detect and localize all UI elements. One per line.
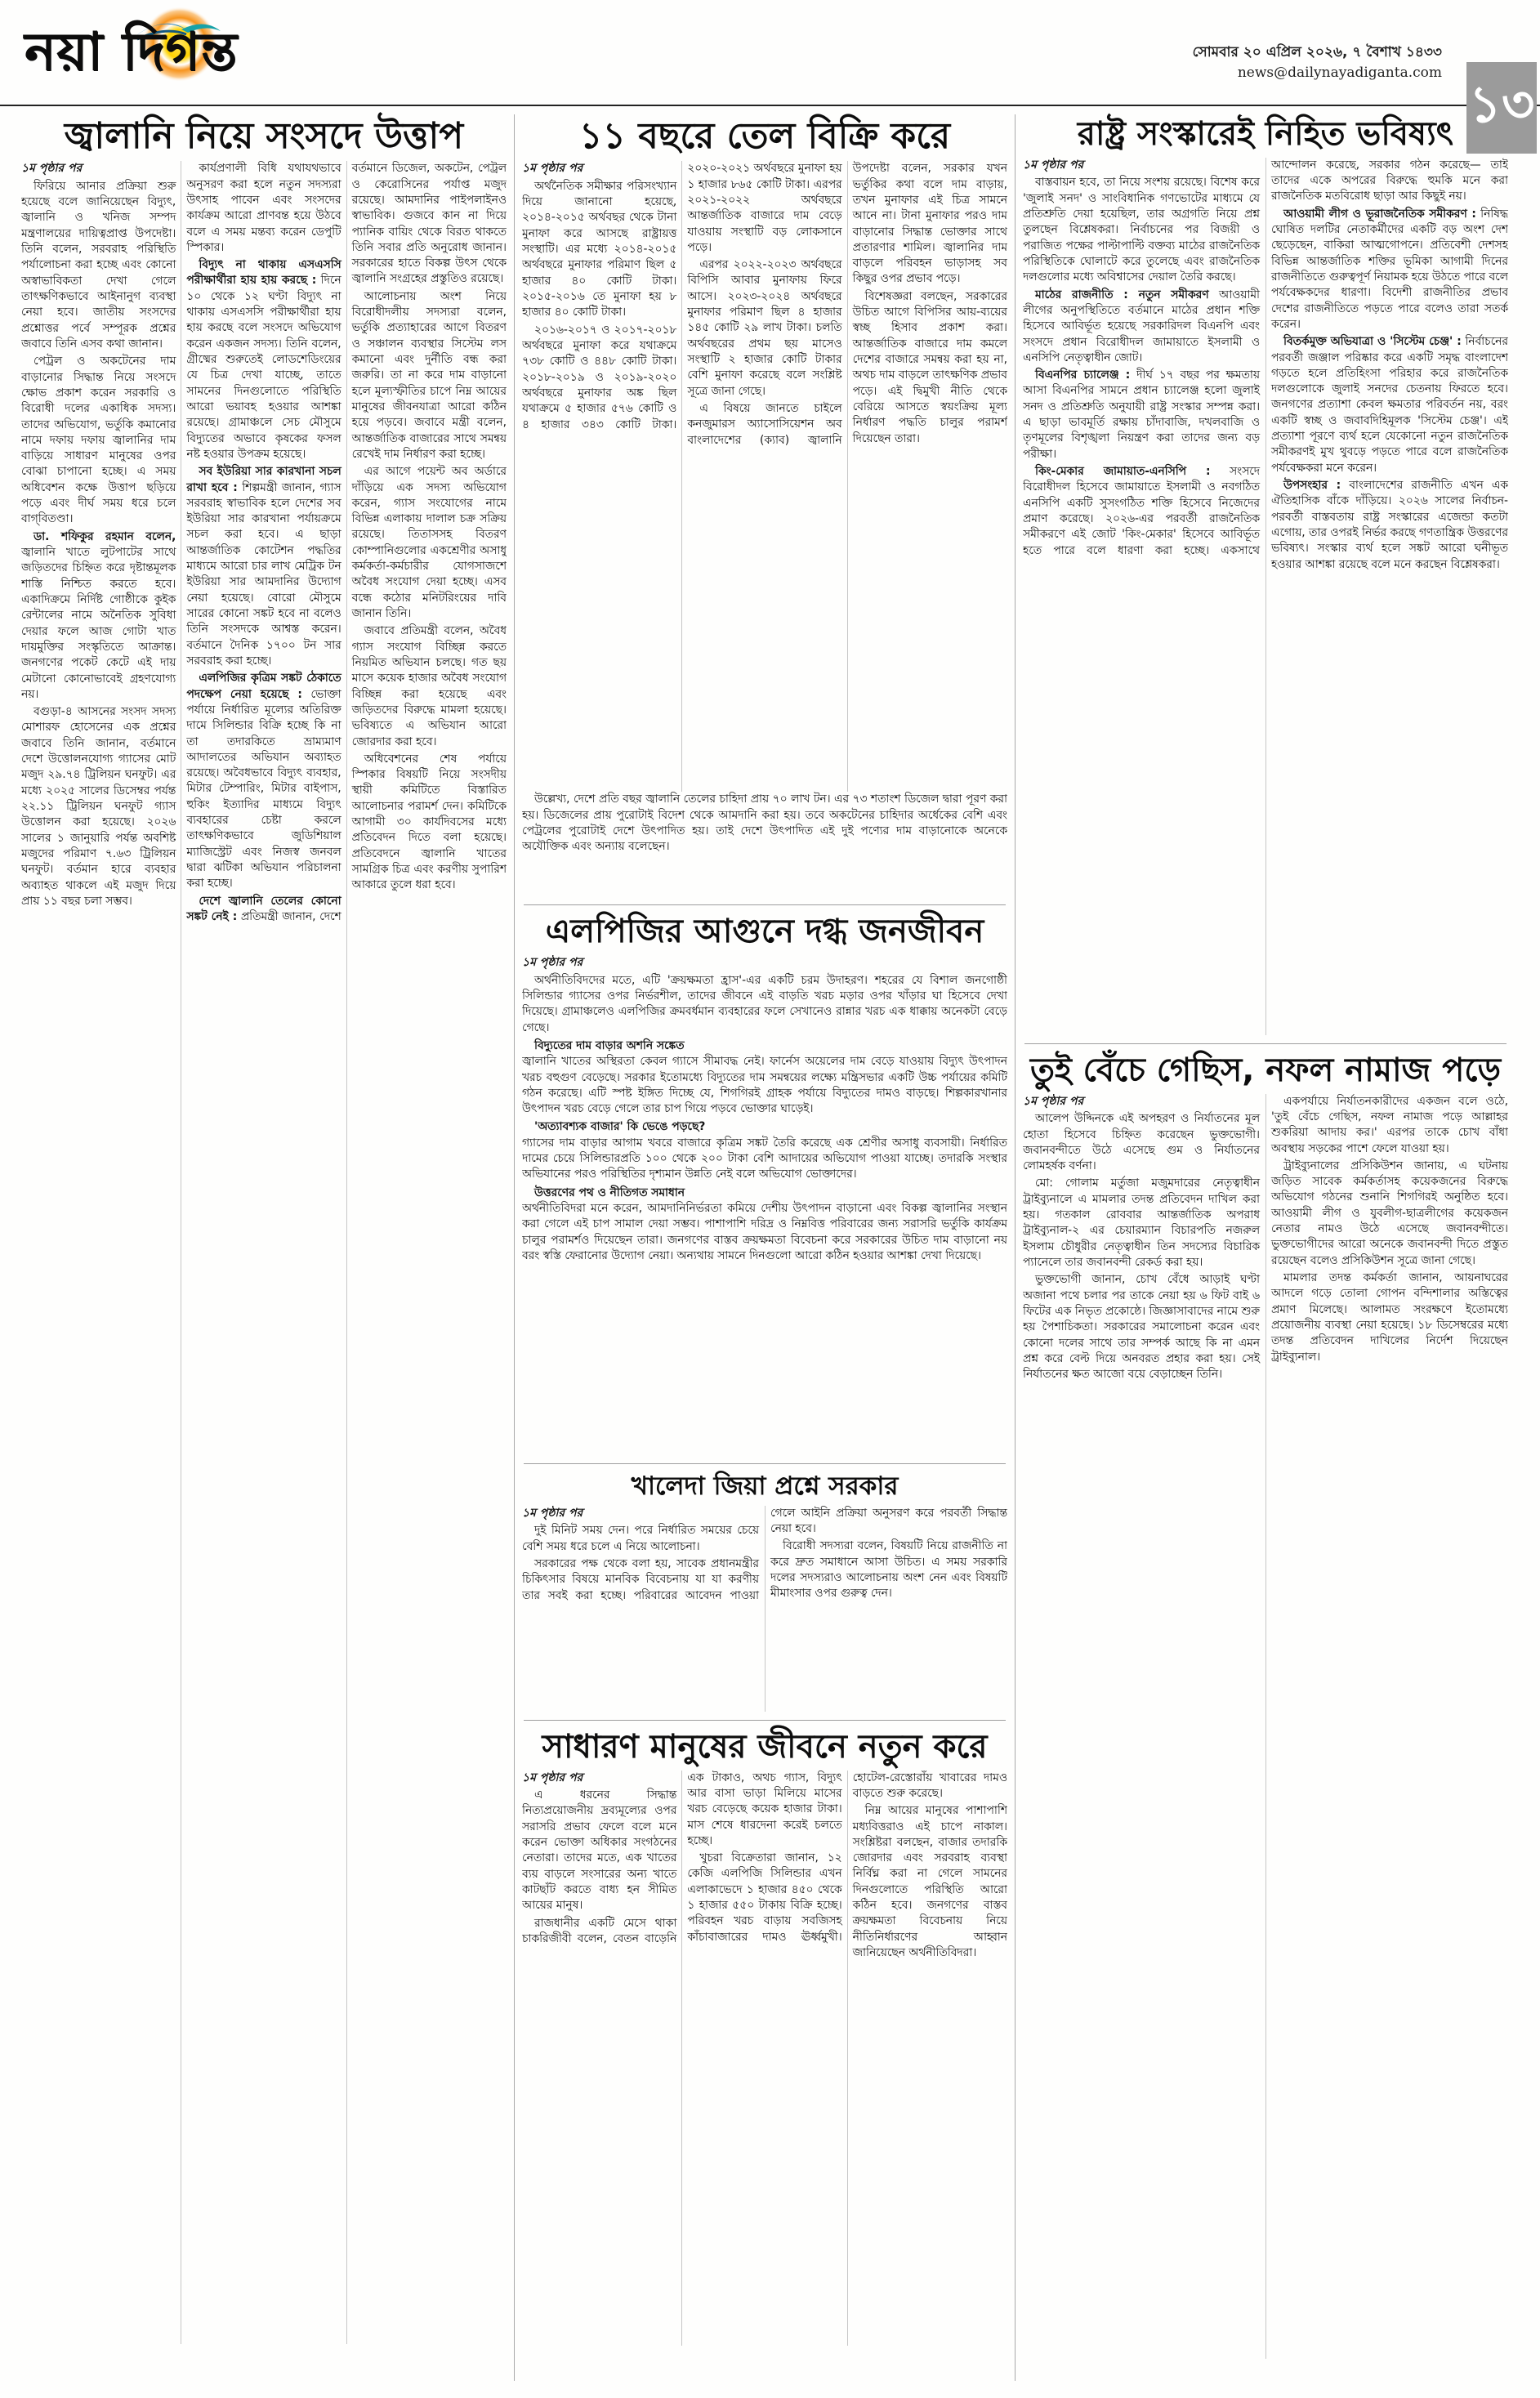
paragraph: খুচরা বিক্রেতারা জানান, ১২ কেজি এলপিজি সিলিন্ডার এখন এলাকাভেদে ১ হাজার ৪৫০ থেকে ১ হাজার ৫৫০ টাকায় বিক্রি হচ্ছে। পরিবহন খরচ বাড়ায় সবজিসহ কাঁচাবাজারের দামও ঊর্ধ্বমুখী। হোটেল-রেস্তোরাঁয় খাবারের দামও বাড়তে শুরু করেছে।	[687, 1771, 1007, 1944]
paragraph: নিম্ন আয়ের মানুষের পাশাপাশি মধ্যবিত্তরাও এই চাপে নাকাল। সংশ্লিষ্টরা বলছেন, বাজার তদারকি জোরদার এবং সরবরাহ ব্যবস্থা নির্বিঘ্ন করা না গেলে সামনের দিনগুলোতে পরিস্থিতি আরো কঠিন হবে। জনগণের বাস্তব ক্রয়ক্ষমতা বিবেচনায় নিয়ে নীতিনির্ধারণের আহ্বান জানিয়েছেন অর্থনীতিবিদরা।	[852, 1804, 1007, 1960]
logo-text: নয়া দিগন্ত	[25, 22, 238, 83]
paragraph-text: প্রতিমন্ত্রী জানান, দেশে বর্তমানে ডিজেল, অকটেন, পেট্রল ও কেরোসিনের পর্যাপ্ত মজুদ রয়েছে। আমদানির পাইপলাইনও স্বাভাবিক। গুজবে কান না দিয়ে প্যানিক বায়িং থেকে বিরত থাকতে তিনি সবার প্রতি অনুরোধ জানান। সরকারের হাতে বিকল্প উৎস থেকে জ্বালানি সংগ্রহের প্রস্তুতিও রয়েছে।	[237, 162, 507, 923]
article-tail	[522, 792, 1007, 896]
paragraph: অর্থনৈতিক সমীক্ষার পরিসংখ্যান দিয়ে জানানো হয়েছে, ২০১৪-২০১৫ অর্থবছর থেকে টানা মুনাফা করে আসছে রাষ্ট্রায়ত্ত সংস্থাটি। এর মধ্যে ২০১৪-২০১৫ অর্থবছরে মুনাফার পরিমাণ ছিল ৫ হাজার ৪০ কোটি টাকা। ২০১৫-২০১৬ তে মুনাফা হয় ৮ হাজার ৪০ কোটি টাকা।	[522, 179, 677, 319]
paragraph: আলোচনায় অংশ নিয়ে বিরোধীদলীয় সদস্যরা বলেন, ভর্তুকি প্রত্যাহারের আগে বিতরণ ও সঞ্চালন ব্যবস্থার সিস্টেম লস কমানো এবং দুর্নীতি বন্ধ করা জরুরি। তা না করে দাম বাড়ানো হলে মূল্যস্ফীতির চাপে নিম্ন আয়ের মানুষের জীবনযাত্রা আরো কঠিন হয়ে পড়বে। জবাবে মন্ত্রী বলেন, আন্তর্জাতিক বাজারের সাথে সমন্বয় রেখেই দাম নির্ধারণ করা হচ্ছে।	[351, 289, 507, 461]
article-fuel-parliament	[21, 116, 507, 2344]
paragraph-text: ভোক্তা পর্যায়ে নির্ধারিত মূল্যের অতিরিক্ত দামে সিলিন্ডার বিক্রি হচ্ছে কি না তা তদারকিতে ভ্রাম্যমাণ আদালতের অভিযান অব্যাহত রয়েছে। অবৈধভাবে বিদ্যুৎ ব্যবহার, মিটার টেম্পারিং, মিটার বাইপাস, হুকিং ইত্যাদির মাধ্যমে বিদ্যুৎ ব্যবহারের চেষ্টা করলে তাৎক্ষণিকভাবে জুডিশিয়াল ম্যাজিস্ট্রেট এবং নিজস্ব জনবল দ্বারা ঝটিকা অভিযান পরিচালনা করা হচ্ছে।	[186, 687, 341, 891]
page-number: ১৩	[1468, 74, 1535, 134]
paragraph	[1271, 207, 1508, 333]
subhead-lead: দেশে জ্বালানি তেলের কোনো সঙ্কট নেই :	[186, 894, 341, 923]
article-headline[interactable]: তুই বেঁচে গেছিস, নফল নামাজ পড়ে	[1029, 1051, 1502, 1089]
paragraph: আলেপ উদ্দিনকে এই অপহরণ ও নির্যাতনের মূল হোতা হিসেবে চিহ্নিত করেছেন ভুক্তভোগী। জবানবন্দীতে উঠে এসেছে গুম ও নির্যাতনের লোমহর্ষক বর্ণনা।	[1023, 1112, 1260, 1173]
paragraph: জবাবে প্রতিমন্ত্রী বলেন, অবৈধ গ্যাস সংযোগ বিচ্ছিন্ন করতে নিয়মিত অভিযান চলছে। গত ছয় মাসে কয়েক হাজার অবৈধ সংযোগ বিচ্ছিন্ন করা হয়েছে এবং জড়িতদের বিরুদ্ধে মামলা হয়েছে। ভবিষ্যতে এ অভিযান আরো জোরদার করা হবে।	[351, 624, 507, 748]
paragraph-text: নিষিদ্ধ ঘোষিত দলটির নেতাকর্মীদের একটি বড় অংশ দেশ ছেড়েছেন, বাকিরা আত্মগোপনে। প্রতিবেশী দেশসহ বিভিন্ন আন্তর্জাতিক শক্তির ভূমিকা আগামী দিনের রাজনীতিতে গুরুত্বপূর্ণ নিয়ামক হয়ে উঠতে পারে বলে পর্যবেক্ষকদের ধারণা। বিদেশী রাজনীতির প্রভাব দেশের রাজনীতিতে পড়তে পারে বলেও তারা সতর্ক করেন।	[1271, 207, 1508, 331]
paragraph: এরপর ২০২২-২০২৩ অর্থবছরে বিপিসি আবার মুনাফায় ফিরে আসে। ২০২৩-২০২৪ অর্থবছরে মুনাফার পরিমাণ ছিল ৪ হাজার ১৪৫ কোটি ২৯ লাখ টাকা। চলতি অর্থবছরের প্রথম ছয় মাসেও সংস্থাটি ২ হাজার কোটি টাকার বেশি মুনাফা করেছে বলে সংশ্লিষ্ট সূত্রে জানা গেছে।	[687, 258, 842, 398]
subhead-lead: বিতর্কমুক্ত অভিযাত্রা ও 'সিস্টেম চেঞ্জ' :	[1283, 335, 1462, 349]
subhead-lead: বিদ্যুৎ না থাকায় এসএসসি পরীক্ষার্থীরা হায় হায় করছে :	[186, 258, 341, 288]
continued-from-page1: ১ম পৃষ্ঠার পর	[21, 162, 83, 176]
article-body	[522, 1771, 1007, 2346]
section-middle	[522, 109, 1007, 2381]
subhead-lead: কিং-মেকার জামায়াত-এনসিপি :	[1035, 465, 1211, 479]
article-headline[interactable]: ১১ বছরে তেল বিক্রি করে	[578, 115, 951, 157]
column-divider	[1015, 114, 1016, 2381]
continued-from-page1: ১ম পৃষ্ঠার পর	[522, 162, 583, 176]
paragraph	[186, 464, 341, 669]
article-body	[21, 161, 507, 2344]
paragraph: এর আগে পয়েন্ট অব অর্ডারে দাঁড়িয়ে এক সদস্য অভিযোগ করেন, গ্যাস সংযোগের নামে বিভিন্ন এলাকায় দালাল চক্র সক্রিয় রয়েছে। তিতাসসহ বিতরণ কোম্পানিগুলোর একশ্রেণীর অসাধু কর্মকর্তা-কর্মচারীর যোগসাজশে অবৈধ সংযোগ দেয়া হচ্ছে। এসব বন্ধে কঠোর মনিটরিংয়ের দাবি জানান তিনি।	[351, 465, 507, 621]
article-body	[522, 955, 1007, 1455]
paragraph-text: জ্বালানি খাতে লুটপাটের সাথে জড়িতদের চিহ্নিত করে দৃষ্টান্তমূলক শাস্তি নিশ্চিত করতে হবে। একাদিক্রমে নির্দিষ্ট গোষ্ঠীকে কুইক রেন্টালের নামে অনৈতিক সুবিধা দেয়ার ফলে আজ গোটা খাত দায়মুক্তির সংস্কৃতিতে আক্রান্ত। জনগণের পকেট কেটে এই দায় মেটানো কোনোভাবেই গ্রহণযোগ্য নয়।	[21, 546, 176, 701]
article-tribunal-testimony	[1023, 1052, 1508, 2359]
paragraph: দুই মিনিট সময় দেন। পরে নির্ধারিত সময়ের চেয়ে বেশি সময় ধরে চলে এ নিয়ে আলোচনা।	[522, 1524, 759, 1553]
article-lpg-prices	[522, 913, 1007, 1455]
masthead	[0, 0, 1540, 106]
paragraph: ট্রাইব্যুনালের প্রসিকিউশন জানায়, এ ঘটনায় জড়িত সাবেক কর্মকর্তাসহ কয়েকজনের বিরুদ্ধে অভিযোগ গঠনের শুনানি শিগগিরই অনুষ্ঠিত হবে। আওয়ামী লীগ ও যুবলীগ-ছাত্রলীগের কয়েকজন নেতার নামও উঠে এসেছে জবানবন্দীতে। ভুক্তভোগীদের আরো অনেকে জবানবন্দী দিতে প্রস্তুত রয়েছেন বলেও প্রসিকিউশন সূত্রে জানা গেছে।	[1271, 1159, 1508, 1267]
section-left	[21, 109, 507, 2381]
subhead: বিদ্যুতের দাম বাড়ার অশনি সঙ্কেত	[534, 1038, 685, 1052]
paragraph-text: শিল্পমন্ত্রী জানান, গ্যাস সরবরাহ স্বাভাবিক হলে দেশের সব ইউরিয়া সার কারখানা পর্যায়ক্রমে সচল করা হবে। এ ছাড়া আন্তর্জাতিক কোটেশন পদ্ধতির মাধ্যমে আরো চার লাখ মেট্রিক টন ইউরিয়া সার আমদানির উদ্যোগ নেয়া হয়েছে। বোরো মৌসুমে সারের কোনো সঙ্কট হবে না বলেও তিনি সংসদকে আশ্বস্ত করেন। বর্তমানে দৈনিক ১৭০০ টন সার সরবরাহ করা হচ্ছে।	[186, 480, 341, 668]
subhead-lead: বিএনপির চ্যালেঞ্জ :	[1035, 368, 1131, 382]
article-divider	[524, 1720, 1006, 1721]
article-divider	[1024, 1043, 1507, 1044]
paragraph-text: সংসদে বিরোধীদল হিসেবে জামায়াতে ইসলামী ও নবগঠিত এনসিপি একটি সুসংগঠিত শক্তি হিসেবে নিজেদের প্রমাণ করেছে। ২০২৬-এর পরবর্তী রাজনৈতিক সমীকরণে এই জোট 'কিং-মেকার' হিসেবে আবির্ভূত হতে পারে বলে ধারণা করা হচ্ছে। একসাথে আন্দোলন করেছে, সরকার গঠন করেছে— তাই তাদের একে অপরের বিরুদ্ধে হুমকি মনে করা রাজনৈতিক মতবিরোধ ছাড়া আর কিছুই নয়।	[1023, 158, 1508, 557]
contact-email[interactable]: news@dailynayadiganta.com	[1237, 64, 1442, 81]
continued-from-page1: ১ম পৃষ্ঠার পর	[1023, 158, 1084, 172]
date-line: সোমবার ২০ এপ্রিল ২০২৬, ৭ বৈশাখ ১৪৩৩	[1192, 44, 1442, 60]
paragraph: অর্থনীতিবিদদের মতে, এটি 'ক্রয়ক্ষমতা হ্রাস'-এর একটি চরম উদাহরণ। শহরের যে বিশাল জনগোষ্ঠী সিলিন্ডার গ্যাসের ওপর নির্ভরশীল, তাদের জীবনে এই বাড়তি খরচ মড়ার ওপর খাঁড়ার ঘা হিসেবে দেখা দিয়েছে। গ্রামাঞ্চলেও এলপিজির ক্রমবর্ধমান ব্যবহারের ফলে সেখানেও রান্নার খরচ এক ধাক্কায় অনেকটা বেড়ে গেছে।	[522, 973, 1007, 1034]
paragraph-text: বাংলাদেশের রাজনীতি এখন এক ঐতিহাসিক বাঁকে দাঁড়িয়ে। ২০২৬ সালের নির্বাচন-পরবর্তী বাস্তবতায় রাষ্ট্র সংস্কারের এজেন্ডা কতটা এগোয়, তার ওপরই নির্ভর করছে গণতান্ত্রিক উত্তরণের ভবিষ্যৎ। সংস্কার ব্যর্থ হলে সঙ্কট আরো ঘনীভূত হওয়ার আশঙ্কা রয়েছে বলে মনে করছেন বিশ্লেষকরা।	[1271, 479, 1508, 571]
article-oil-profit	[522, 116, 1007, 896]
paragraph: এ ধরনের সিদ্ধান্ত নিত্যপ্রয়োজনীয় দ্রব্যমূল্যের ওপর সরাসরি প্রভাব ফেলে বলে মনে করেন ভোক্তা অধিকার সংগঠনের নেতারা। তাদের মতে, এক খাতের ব্যয় বাড়লে সংসারের অন্য খাতে কাটছাঁট করতে বাধ্য হন সীমিত আয়ের মানুষ।	[522, 1788, 677, 1913]
continued-from-page1: ১ম পৃষ্ঠার পর	[522, 956, 583, 970]
paragraph: মো: গোলাম মর্তুজা মজুমদারের নেতৃত্বাধীন ট্রাইব্যুনালে এ মামলার তদন্ত প্রতিবেদন দাখিল করা হয়। গতকাল রোববার আন্তর্জাতিক অপরাধ ট্রাইব্যুনাল-২ এর চেয়ারম্যান বিচারপতি নজরুল ইসলাম চৌধুরীর নেতৃত্বাধীন তিন সদস্যের বিচারিক প্যানেলে তার জবানবন্দী রেকর্ড করা হয়।	[1023, 1177, 1260, 1269]
paragraph	[1271, 478, 1508, 573]
paragraph: বিশেষজ্ঞরা বলছেন, সরকারের উচিত আগে বিপিসির আয়-ব্যয়ের স্বচ্ছ হিসাব প্রকাশ করা। আন্তর্জাতিক বাজারে দাম কমলে দেশের বাজারে সমন্বয় করা হয় না, অথচ দাম বাড়লে তাৎক্ষণিক প্রভাব পড়ে। এই দ্বিমুখী নীতি থেকে বেরিয়ে আসতে স্বয়ংক্রিয় মূল্য নির্ধারণ পদ্ধতি চালুর পরামর্শ দিয়েছেন তারা।	[852, 289, 1007, 445]
date-block	[1193, 42, 1442, 83]
paragraph: উল্লেখ্য, দেশে প্রতি বছর জ্বালানি তেলের চাহিদা প্রায় ৭০ লাখ টন। এর ৭৩ শতাংশ ডিজেল দ্বারা পূরণ করা হয়। ডিজেলের প্রায় পুরোটাই বিদেশ থেকে আমদানি করা হয়। তবে অকটেনের চাহিদার অর্ধেকের বেশি এবং পেট্রলের পুরোটাই দেশে উৎপাদিত হয়। তাই দেশে উৎপাদিত এই দুই পণ্যের দাম বাড়ানোকে অনেকে অযৌক্তিক এবং অন্যায় বলেছেন।	[522, 793, 1007, 854]
subhead-lead: মাঠের রাজনীতি : নতুন সমীকরণ	[1035, 288, 1209, 301]
subhead-lead: আওয়ামী লীগ ও ভূরাজনৈতিক সমীকরণ :	[1283, 207, 1476, 221]
paragraph: ফিরিয়ে আনার প্রক্রিয়া শুরু হয়েছে বলে জানিয়েছেন বিদ্যুৎ, জ্বালানি ও খনিজ সম্পদ মন্ত্রণালয়ের দায়িত্বপ্রাপ্ত উপদেষ্টা। তিনি বলেন, সরবরাহ পরিস্থিতি পর্যালোচনা করা হচ্ছে এবং কোনো অস্বাভাবিকতা দেখা গেলে তাৎক্ষণিকভাবে আইনানুগ ব্যবস্থা নেয়া হবে। জাতীয় সংসদের প্রশ্নোত্তর পর্বে সম্পূরক প্রশ্নের জবাবে তিনি এসব কথা জানান।	[21, 179, 176, 351]
paragraph	[1023, 368, 1260, 462]
continued-from-page1: ১ম পৃষ্ঠার পর	[522, 1506, 583, 1520]
paragraph: পেট্রল ও অকটেনের দাম বাড়ানোর সিদ্ধান্ত নিয়ে সংসদে ক্ষোভ প্রকাশ করেন সরকারি ও বিরোধী দলের একাধিক সদস্য। তাদের অভিযোগ, ভর্তুকি কমানোর নামে দফায় দফায় জ্বালানির দাম বাড়িয়ে সাধারণ মানুষের ওপর বোঝা চাপানো হচ্ছে। এ সময় অধিবেশন কক্ষে উত্তাপ ছড়িয়ে পড়ে এবং দীর্ঘ সময় ধরে চলে বাগ্‌বিতণ্ডা।	[21, 355, 176, 526]
paragraph: রাজধানীর একটি মেসে থাকা চাকরিজীবী বলেন, বেতন বাড়েনি এক টাকাও, অথচ গ্যাস, বিদ্যুৎ আর বাসা ভাড়া মিলিয়ে মাসের খরচ বেড়েছে কয়েক হাজার টাকা। মাস শেষে ধারদেনা করেই চলতে হচ্ছে।	[522, 1771, 842, 1945]
paragraph	[522, 1119, 1007, 1182]
paragraph	[522, 1038, 1007, 1118]
section-right	[1023, 109, 1508, 2381]
article-headline[interactable]: খালেদা জিয়া প্রশ্নে সরকার	[631, 1471, 899, 1502]
paragraph: ২০১৬-২০১৭ ও ২০১৭-২০১৮ অর্থবছরে মুনাফা করে যথাক্রমে ৭৩৮ কোটি ও ৪৪৮ কোটি টাকা। ২০১৮-২০১৯ ও ২০১৯-২০২০ অর্থবছরে মুনাফার অঙ্ক ছিল যথাক্রমে ৫ হাজার ৫৭৬ কোটি ও ৪ হাজার ৩৪৩ কোটি টাকা। ২০২০-২০২১ অর্থবছরে মুনাফা হয় ১ হাজার ৮৬৫ কোটি টাকা। এরপর ২০২১-২০২২ অর্থবছরে আন্তর্জাতিক বাজারে দাম বেড়ে যাওয়ায় সংস্থাটি বড় লোকসানে পড়ে।	[522, 162, 842, 431]
article-body	[1023, 1094, 1508, 2359]
paragraph: মামলার তদন্ত কর্মকর্তা জানান, আয়নাঘরের আদলে গড়ে তোলা গোপন বন্দিশালার অস্তিত্বের প্রমাণ মিলেছে। আলামত সংরক্ষণে ইতোমধ্যে প্রয়োজনীয় ব্যবস্থা নেয়া হয়েছে। ১৮ ডিসেম্বরের মধ্যে তদন্ত প্রতিবেদন দাখিলের নির্দেশ দিয়েছেন ট্রাইব্যুনাল।	[1271, 1271, 1508, 1364]
paragraph	[186, 671, 341, 891]
continued-from-page1: ১ম পৃষ্ঠার পর	[1023, 1094, 1084, 1108]
subhead-lead: সব ইউরিয়া সার কারখানা সচল রাখা হবে :	[186, 465, 341, 494]
continued-from-page1: ১ম পৃষ্ঠার পর	[522, 1771, 583, 1784]
paragraph-text: নির্বাচনের পরবর্তী জঞ্জাল পরিষ্কার করে একটি সমৃদ্ধ বাংলাদেশ গড়তে হলে প্রতিহিংসা পরিহার করে রাজনৈতিক দলগুলোকে জুলাই সনদের চেতনায় ফিরতে হবে। জনগণের প্রত্যাশা কেবল ক্ষমতার পরিবর্তন নয়, বরং একটি স্বচ্ছ ও জবাবদিহিমূলক 'সিস্টেম চেঞ্জ'। এই প্রত্যাশা পূরণে ব্যর্থ হলে যেকোনো নতুন রাজনৈতিক সমীকরণই মুখ থুবড়ে পড়তে পারে বলে রাজনৈতিক পর্যবেক্ষকরা মনে করেন।	[1271, 335, 1508, 475]
page-content	[0, 106, 1540, 2394]
paragraph: বিরোধী সদস্যরা বলেন, বিষয়টি নিয়ে রাজনীতি না করে দ্রুত সমাধানে আসা উচিত। এ সময় সরকারি দলের সদস্যরাও আলোচনায় অংশ নেন এবং বিষয়টি মীমাংসার ওপর গুরুত্ব দেন।	[770, 1539, 1007, 1601]
paragraph	[186, 257, 341, 462]
paragraph-text: জ্বালানি খাতের অস্থিরতা কেবল গ্যাসে সীমাবদ্ধ নেই। ফার্নেস অয়েলের দাম বেড়ে যাওয়ায় বিদ্যুৎ উৎপাদন খরচ বহুগুণ বেড়েছে। সরকার ইতোমধ্যে বিদ্যুতের দাম সমন্বয়ের লক্ষ্যে মন্ত্রিসভার একটি উচ্চ পর্যায়ের কমিটি গঠন করেছে। এটি স্পষ্ট ইঙ্গিত দিচ্ছে যে, শিগগিরই গ্রাহক পর্যায়ে বিদ্যুতের দামও বাড়ছে। শিল্পকারখানার উৎপাদন খরচ বেড়ে গেলে তার চাপ গিয়ে পড়বে ভোক্তার ঘাড়েই।	[522, 1055, 1007, 1116]
paragraph: ভুক্তভোগী জানান, চোখ বেঁধে আড়াই ঘণ্টা অজানা পথে চলার পর তাকে নেয়া হয় ৬ ফিট বাই ৬ ফিটের এক নিভৃত প্রকোষ্ঠে। জিজ্ঞাসাবাদের নামে শুরু হয় পৈশাচিকতা। সরকারের সমালোচনা করেন এবং কোনো দলের সাথে তার সম্পর্ক আছে কি না এমন প্রশ্ন করে বেল্ট দিয়ে অনবরত প্রহার করা হয়। সেই নির্যাতনের ক্ষত আজো বয়ে বেড়াচ্ছেন তিনি।	[1023, 1273, 1260, 1382]
article-headline[interactable]: রাষ্ট্র সংস্কারেই নিহিত ভবিষ্যৎ	[1077, 115, 1454, 153]
paragraph	[21, 529, 176, 703]
subhead-lead: ডা. শফিকুর রহমান বলেন,	[33, 529, 176, 543]
paragraph-text: গ্যাসের দাম বাড়ার আগাম খবরে বাজারে কৃত্রিম সঙ্কট তৈরি করেছে এক শ্রেণীর অসাধু ব্যবসায়ী। নির্ধারিত দামের চেয়ে সিলিন্ডারপ্রতি ১০০ থেকে ২০০ টাকা বেশি আদায়ের অভিযোগ পাওয়া যাচ্ছে। তদারকি সংস্থার অভিযানের পরও পরিস্থিতির দৃশ্যমান উন্নতি নেই বলে অভিযোগ ভোক্তাদের।	[522, 1136, 1007, 1181]
article-headline[interactable]: এলপিজির আগুনে দগ্ধ জনজীবন	[545, 913, 984, 951]
article-body	[522, 1506, 1007, 1712]
paragraph-text: আওয়ামী লীগের অনুপস্থিতিতে বর্তমানে মাঠের প্রধান শক্তি হিসেবে আবির্ভূত হয়েছে সরকারিদল বিএনপি এবং সংসদে প্রধান বিরোধীদল জামায়াতে ইসলামী ও এনসিপি নেতৃত্বাধীন জোট।	[1023, 288, 1260, 364]
article-state-reform	[1023, 116, 1508, 1035]
paragraph: কার্যপ্রণালী বিধি যথাযথভাবে অনুসরণ করা হলে নতুন সদস্যরা উৎসাহ পাবেন এবং সংসদের কার্যক্রম আরো প্রাণবন্ত হয়ে উঠবে বলে এ সময় মন্তব্য করেন ডেপুটি স্পিকার।	[186, 162, 341, 254]
subhead: উত্তরণের পথ ও নীতিগত সমাধান	[534, 1186, 685, 1199]
paragraph-text: দিনে ১০ থেকে ১২ ঘণ্টা বিদ্যুৎ না থাকায় এসএসসি পরীক্ষার্থীরা হায় হায় করছে বলে সংসদে অভিযোগ করেন একজন সদস্য। তিনি বলেন, গ্রীষ্মের শুরুতেই লোডশেডিংয়ের যে চিত্র দেখা যাচ্ছে, তাতে সামনের দিনগুলোতে পরিস্থিতি আরো ভয়াবহ হওয়ার আশঙ্কা রয়েছে। গ্রামাঞ্চলে সেচ মৌসুমে বিদ্যুতের অভাবে কৃষকের ফসল নষ্ট হওয়ার উপক্রম হয়েছে।	[186, 274, 341, 461]
article-headline[interactable]: সাধারণ মানুষের জীবনে নতুন করে	[542, 1727, 988, 1766]
newspaper-logo	[25, 7, 482, 98]
paragraph	[1271, 334, 1508, 476]
subhead: 'অত্যাবশ্যক বাজার' কি ভেঙে পড়ছে?	[534, 1120, 706, 1134]
paragraph: এ বিষয়ে জানতে চাইলে কনজুমারস অ্যাসোসিয়েশন অব বাংলাদেশের (ক্যাব) জ্বালানি উপদেষ্টা বলেন, সরকার যখন ভর্তুকির কথা বলে দাম বাড়ায়, তখন মুনাফার এই চিত্র সামনে আনে না। টানা মুনাফার পরও দাম বাড়ানোর সিদ্ধান্ত ভোক্তার সাথে প্রতারণার শামিল। জ্বালানির দাম বাড়লে পরিবহন ভাড়াসহ সব কিছুর ওপর প্রভাব পড়ে।	[687, 162, 1007, 447]
article-body	[1023, 158, 1508, 1035]
article-divider	[524, 904, 1006, 905]
paragraph: অধিবেশনের শেষ পর্যায়ে স্পিকার বিষয়টি নিয়ে সংসদীয় স্থায়ী কমিটিতে বিস্তারিত আলোচনার পরামর্শ দেন। কমিটিকে আগামী ৩০ কার্যদিবসের মধ্যে প্রতিবেদন দিতে বলা হয়েছে। প্রতিবেদনে জ্বালানি খাতের সামগ্রিক চিত্র এবং করণীয় সুপারিশ আকারে তুলে ধরা হবে।	[351, 752, 507, 892]
column-divider	[514, 114, 515, 2381]
paragraph	[1023, 288, 1260, 367]
article-khaleda-question	[522, 1472, 1007, 1712]
article-common-people	[522, 1729, 1007, 2346]
article-divider	[524, 1463, 1006, 1464]
paragraph: বাস্তবায়ন হবে, তা নিয়ে সংশয় রয়েছে। বিশেষ করে 'জুলাই সনদ' ও সাংবিধানিক গণভোটের মাধ্যমে যে প্রতিশ্রুতি দেয়া হয়েছিল, তার অগ্রগতি নিয়ে প্রশ্ন তুলছেন বিশ্লেষকরা। নির্বাচনের পর বিজয়ী ও পরাজিত পক্ষের পাল্টাপাল্টি বক্তব্য মাঠের রাজনৈতিক পরিস্থিতিকে ঘোলাটে করে তুলেছে এবং রাজনৈতিক দলগুলোর মধ্যে অবিশ্বাসের দেয়াল তৈরি করছে।	[1023, 176, 1260, 284]
paragraph-text: অর্থনীতিবিদরা মনে করেন, আমদানিনির্ভরতা কমিয়ে দেশীয় উৎপাদন বাড়ানো এবং বিকল্প জ্বালানির সংস্থান করা গেলে এই চাপ সামাল দেয়া সম্ভব। পাশাপাশি দরিদ্র ও নিম্নবিত্ত পরিবারের জন্য সরাসরি ভর্তুকি কার্যক্রম চালুর পরামর্শও দিয়েছেন তারা। জনগণের বাস্তব ক্রয়ক্ষমতা বিবেচনা করে সরকারের উচিত দাম বাড়ানো নয় বরং স্বস্তি ফেরানোর উদ্যোগ নেয়া। অন্যথায় সামনে দিনগুলো আরো কঠিন হওয়ার আশঙ্কা দেখা দিয়েছে।	[522, 1202, 1007, 1262]
article-body	[522, 161, 1007, 792]
paragraph-text: দীর্ঘ ১৭ বছর পর ক্ষমতায় আসা বিএনপির সামনে প্রধান চ্যালেঞ্জ হলো জুলাই সনদ ও প্রতিশ্রুতি অনুযায়ী রাষ্ট্র সংস্কার সম্পন্ন করা। এ ছাড়া ভাবমূর্তি রক্ষায় চাঁদাবাজি, দখলবাজি ও তৃণমূলের বিশৃঙ্খলা নিয়ন্ত্রণ করা তাদের জন্য বড় পরীক্ষা।	[1023, 368, 1260, 461]
paragraph: একপর্যায়ে নির্যাতনকারীদের একজন বলে ওঠে, 'তুই বেঁচে গেছিস, নফল নামাজ পড়ে আল্লাহর শুকরিয়া আদায় কর।' এরপর তাকে চোখ বাঁধা অবস্থায় সড়কের পাশে ফেলে যাওয়া হয়।	[1271, 1094, 1508, 1155]
page-number-box	[1466, 62, 1537, 154]
article-headline[interactable]: জ্বালানি নিয়ে সংসদে উত্তাপ	[64, 115, 464, 157]
paragraph: বগুড়া-৪ আসনের সংসদ সদস্য মোশারফ হোসেনের এক প্রশ্নের জবাবে তিনি জানান, বর্তমানে দেশে উত্তোলনযোগ্য গ্যাসের মোট মজুদ ২৯.৭৪ ট্রিলিয়ন ঘনফুট। এর মধ্যে ২০২৫ সালের ডিসেম্বর পর্যন্ত ২২.১১ ট্রিলিয়ন ঘনফুট গ্যাস উত্তোলন করা হয়েছে। ২০২৬ সালের ১ জানুয়ারি পর্যন্ত অবশিষ্ট মজুদের পরিমাণ ৭.৬৩ ট্রিলিয়ন ঘনফুট। বর্তমান হারে ব্যবহার অব্যাহত থাকলে এই মজুদ দিয়ে প্রায় ১১ বছর চলা সম্ভব।	[21, 705, 176, 908]
paragraph	[522, 1186, 1007, 1265]
subhead-lead: উপসংহার :	[1283, 479, 1341, 493]
subhead-lead: এলপিজির কৃত্রিম সঙ্কট ঠেকাতে পদক্ষেপ নেয়া হয়েছে :	[186, 672, 341, 701]
paragraph: সরকারের পক্ষ থেকে বলা হয়, সাবেক প্রধানমন্ত্রীর চিকিৎসার বিষয়ে মানবিক বিবেচনায় যা যা করণীয় তার সবই করা হচ্ছে। পরিবারের আবেদন পাওয়া গেলে আইনি প্রক্রিয়া অনুসরণ করে পরবর্তী সিদ্ধান্ত নেয়া হবে।	[522, 1506, 1007, 1602]
